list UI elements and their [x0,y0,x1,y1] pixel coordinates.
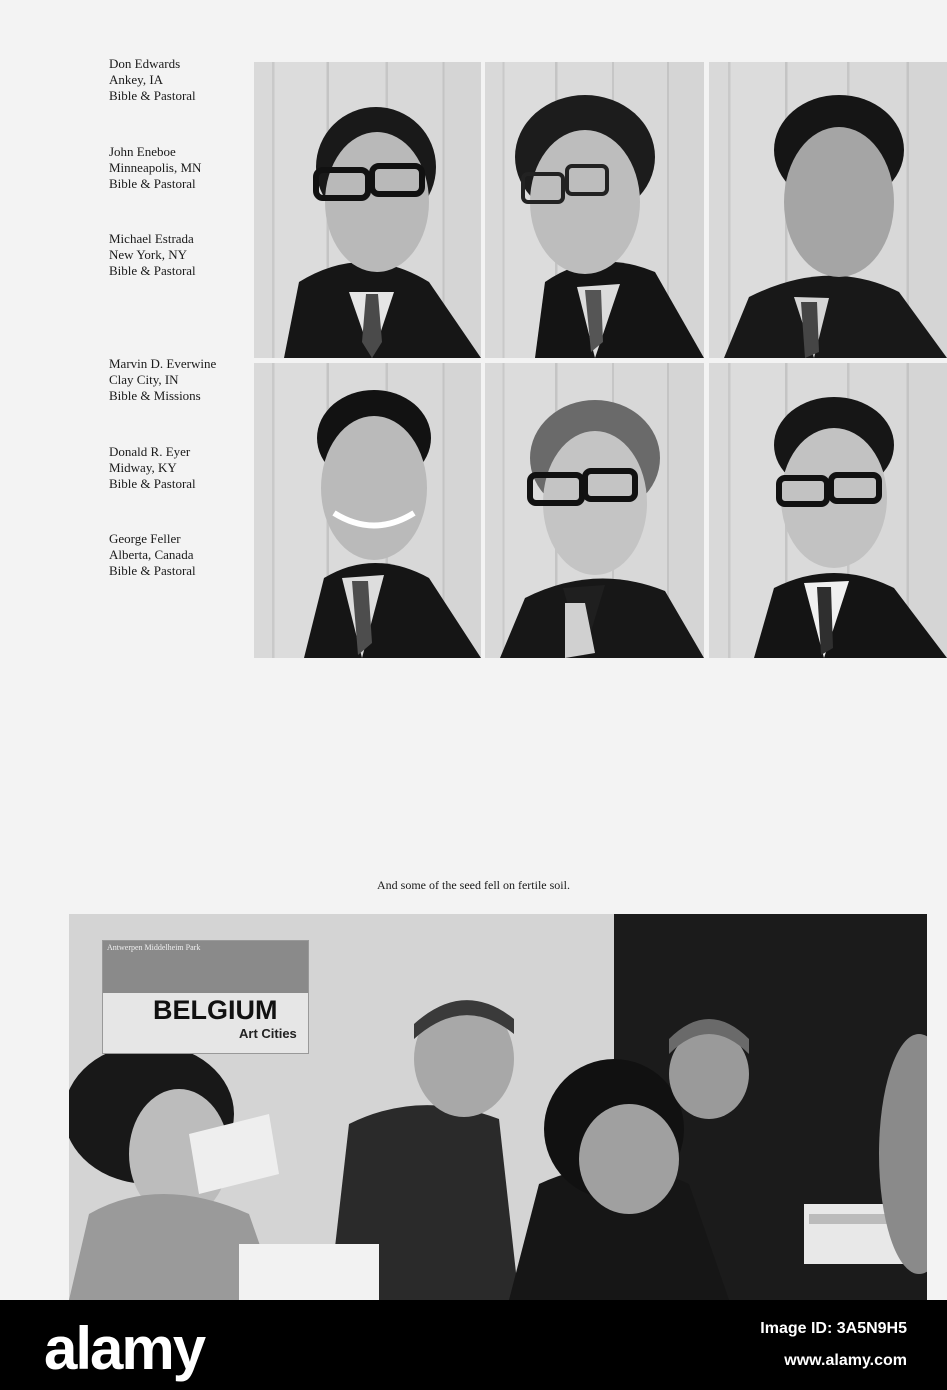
student-program: Bible & Pastoral [109,263,196,278]
portrait-photo-3 [709,62,947,358]
watermark-footer [0,1300,947,1390]
image-id: Image ID: 3A5N9H5 [760,1320,907,1337]
student-name: Michael Estrada [109,231,194,246]
poster-subtitle: Art Cities [239,1026,297,1041]
classroom-photo [69,914,927,1300]
student-program: Bible & Pastoral [109,88,196,103]
belgium-poster [102,940,309,1054]
portrait-grid [254,62,947,658]
student-hometown: Ankey, IA [109,72,164,87]
portrait-photo-5 [485,363,704,658]
poster-top-text: Antwerpen Middelheim Park [103,941,308,993]
student-program: Bible & Pastoral [109,176,196,191]
student-hometown: New York, NY [109,247,188,262]
photo-caption: And some of the seed fell on fertile soil. [377,878,570,892]
student-entry-2 [109,144,201,192]
student-name: Marvin D. Everwine [109,356,217,371]
student-program: Bible & Pastoral [109,563,196,578]
portrait-photo-6 [709,363,947,658]
site-url: www.alamy.com [784,1352,907,1369]
student-program: Bible & Missions [109,388,201,403]
student-entry-3 [109,231,196,279]
student-hometown: Minneapolis, MN [109,160,202,175]
student-entry-6 [109,531,196,579]
student-name: Don Edwards [109,56,181,71]
portrait-photo-2 [485,62,704,358]
student-hometown: Midway, KY [109,460,177,475]
student-hometown: Clay City, IN [109,372,179,387]
student-entry-1 [109,56,196,104]
student-name: George Feller [109,531,181,546]
student-name: Donald R. Eyer [109,444,191,459]
student-program: Bible & Pastoral [109,476,196,491]
student-name: John Eneboe [109,144,176,159]
portrait-photo-1 [254,62,481,358]
poster-title: BELGIUM [153,995,278,1025]
portrait-photo-4 [254,363,481,658]
alamy-logo: alamy [44,1315,205,1382]
student-entry-4 [109,356,216,404]
student-entry-5 [109,444,196,492]
student-hometown: Alberta, Canada [109,547,194,562]
